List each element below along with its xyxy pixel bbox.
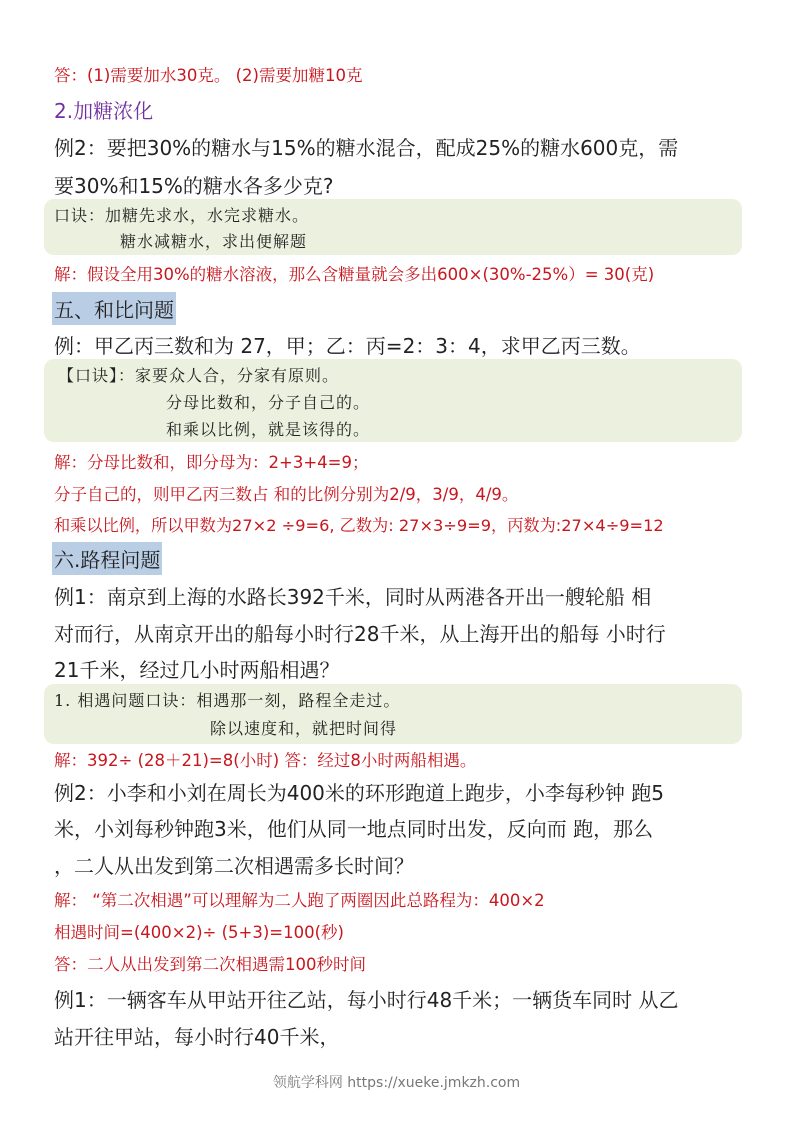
solution-line: 分子自己的，则甲乙丙三数占 和的比例分别为2/9，3/9，4/9。 — [54, 485, 519, 504]
example-running-line-1: 例2：小李和小刘在周长为400米的环形跑道上跑步，小李每秒钟 跑5 — [54, 781, 664, 805]
solution-line: 解：分母比数和，即分母为：2+3+4=9； — [54, 453, 369, 472]
mnemonic-line: 和乘以比例，就是该得的。 — [166, 420, 371, 439]
example-bus-line-1: 例1：一辆客车从甲站开往乙站，每小时行48千米；一辆货车同时 从乙 — [54, 988, 679, 1012]
example-travel-line-1: 例1：南京到上海的水路长392千米，同时从两港各开出一艘轮船 相 — [54, 585, 652, 609]
mnemonic-line: 1. 相遇问题口诀：相遇那一刻，路程全走过。 — [54, 691, 401, 710]
mnemonic-line: 分母比数和，分子自己的。 — [166, 393, 371, 412]
section-heading-6: 六.路程问题 — [52, 542, 162, 575]
mnemonic-box-ratio — [44, 359, 742, 442]
answer-line: 答：(1)需要加水30克。 (2)需要加糖10克 — [54, 66, 363, 85]
solution-line: 解：392÷ (28＋21)=8(小时) 答：经过8小时两船相遇。 — [54, 751, 477, 770]
mnemonic-box-meeting — [44, 684, 742, 744]
answer-line: 答：二人从出发到第二次相遇需100秒时间 — [54, 955, 366, 974]
mnemonic-box-sugar — [44, 199, 742, 255]
subheading-add-sugar: 2.加糖浓化 — [54, 99, 154, 123]
example-running-line-2: 米，小刘每秒钟跑3米，他们从同一地点同时出发，反向而 跑，那么 — [54, 817, 654, 841]
section-heading-5: 五、和比问题 — [52, 292, 176, 325]
example-travel-line-2: 对而行，从南京开出的船每小时行28千米，从上海开出的船每 小时行 — [54, 622, 666, 646]
mnemonic-line: 糖水减糖水，求出便解题 — [120, 232, 308, 251]
example-ratio: 例：甲乙丙三数和为 27，甲；乙：丙=2：3：4，求甲乙丙三数。 — [54, 334, 641, 358]
example-2-line-2: 要30%和15%的糖水各多少克? — [54, 174, 334, 198]
mnemonic-line: 【口诀】：家要众人合，分家有原则。 — [58, 366, 340, 385]
mnemonic-line: 除以速度和，就把时间得 — [210, 719, 398, 738]
example-running-line-3: ，二人从出发到第二次相遇需多长时间？ — [54, 854, 414, 878]
solution-line: 相遇时间=(400×2)÷ (5+3)=100(秒) — [54, 923, 344, 942]
footer-watermark: 领航学科网 https://xueke.jmkzh.com — [272, 1075, 521, 1091]
example-bus-line-2: 站开往甲站，每小时行40千米， — [54, 1025, 340, 1049]
solution-line: 和乘以比例，所以甲数为27×2 ÷9=6, 乙数为: 27×3÷9=9，丙数为:27×4÷9=12 — [54, 516, 664, 535]
solution-line: 解：假设全用30%的糖水溶液，那么含糖量就会多出600×(30%-25%）= 30(克) — [54, 265, 655, 284]
example-travel-line-3: 21千米，经过几小时两船相遇？ — [54, 658, 340, 682]
solution-line: 解： “第二次相遇”可以理解为二人跑了两圈因此总路程为：400×2 — [54, 891, 545, 910]
example-2-line-1: 例2：要把30%的糖水与15%的糖水混合，配成25%的糖水600克，需 — [54, 136, 679, 160]
mnemonic-line: 口诀：加糖先求水，水完求糖水。 — [54, 206, 310, 225]
